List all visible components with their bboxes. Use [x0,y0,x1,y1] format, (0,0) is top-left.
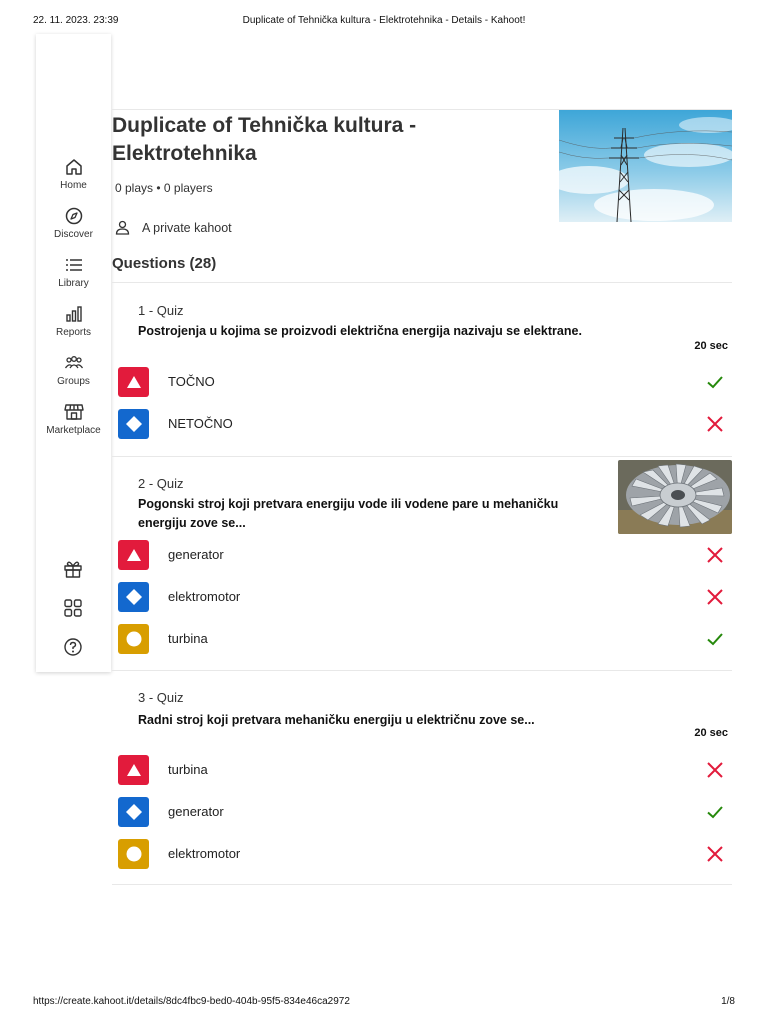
question-divider [112,456,732,457]
answer-text: elektromotor [168,846,241,861]
questions-heading: Questions (28) [112,255,217,272]
question-text: Pogonski stroj koji pretvara energiju vode ili vodene pare u mehaničku energiju zove se... [138,497,559,530]
question-type: 2 - Quiz [138,476,184,491]
answer-text: turbina [168,762,208,777]
people-icon [64,354,84,372]
question-type: 1 - Quiz [138,303,184,318]
answer-text: turbina [168,631,208,646]
play-stats: 0 plays • 0 players [115,181,213,195]
answer-row [118,582,732,612]
kahoot-title: Duplicate of Tehnička kultura - Elektrotehnika [112,114,417,165]
user-icon [115,220,130,235]
cross-icon [706,845,724,863]
sidebar-item-marketplace[interactable] [36,403,111,436]
answer-row [118,540,732,570]
bar-chart-icon [64,305,84,323]
sidebar-item-discover[interactable] [36,207,111,240]
sidebar [36,34,111,672]
cross-icon [706,546,724,564]
compass-icon [64,207,84,225]
check-icon [706,373,724,391]
question-divider [112,884,732,885]
sidebar-item-groups[interactable] [36,354,111,387]
sidebar-item-label: Home [60,180,87,191]
question-text: Postrojenja u kojima se proizvodi električna energija nazivaju se elektrane. [138,324,582,338]
question-text: Radni stroj koji pretvara mehaničku energiju u električnu zove se... [138,713,535,727]
triangle-icon [118,540,149,570]
diamond-icon [118,582,149,612]
answer-text: elektromotor [168,589,241,604]
answer-text: NETOČNO [168,416,233,431]
sidebar-item-label: Marketplace [46,425,101,436]
question-type: 3 - Quiz [138,690,184,705]
question-divider [112,670,732,671]
home-icon [64,158,84,176]
cross-icon [706,415,724,433]
triangle-icon [118,755,149,785]
visibility-label: A private kahoot [142,220,232,235]
cross-icon [706,588,724,606]
visibility-row [115,220,232,235]
help-icon[interactable] [63,637,83,657]
questions-divider [112,282,732,283]
answer-row [118,409,732,439]
sidebar-item-label: Reports [55,327,91,338]
question-time: 20 sec [694,727,728,739]
triangle-icon [118,367,149,397]
answer-row [118,839,732,869]
diamond-icon [118,797,149,827]
sidebar-item-label: Discover [54,229,93,240]
check-icon [706,630,724,648]
answer-row [118,755,732,785]
answer-row [118,624,732,654]
cross-icon [706,761,724,779]
answer-row [118,367,732,397]
apps-grid-icon[interactable] [63,598,83,618]
cover-image [559,110,732,222]
question-time: 20 sec [694,340,728,352]
sidebar-item-home[interactable] [36,158,111,191]
check-icon [706,803,724,821]
sidebar-item-reports[interactable] [36,305,111,338]
store-icon [64,403,84,421]
question-image [618,460,732,534]
sidebar-item-library[interactable] [36,256,111,289]
answer-text: TOČNO [168,374,215,389]
circle-icon [118,839,149,869]
page-number: 1/8 [721,996,735,1007]
answer-text: generator [168,804,224,819]
list-icon [64,256,84,274]
answer-row [118,797,732,827]
print-header [0,15,768,29]
circle-icon [118,624,149,654]
answer-text: generator [168,547,224,562]
print-title: Duplicate of Tehnička kultura - Elektrotehnika - Details - Kahoot! [242,15,526,26]
sidebar-item-label: Library [58,278,89,289]
diamond-icon [118,409,149,439]
print-url: https://create.kahoot.it/details/8dc4fbc9-bed0-404b-95f5-834e46ca2972 [33,996,350,1007]
gift-icon[interactable] [63,559,83,579]
sidebar-item-label: Groups [57,376,90,387]
print-date: 22. 11. 2023. 23:39 [33,15,119,26]
